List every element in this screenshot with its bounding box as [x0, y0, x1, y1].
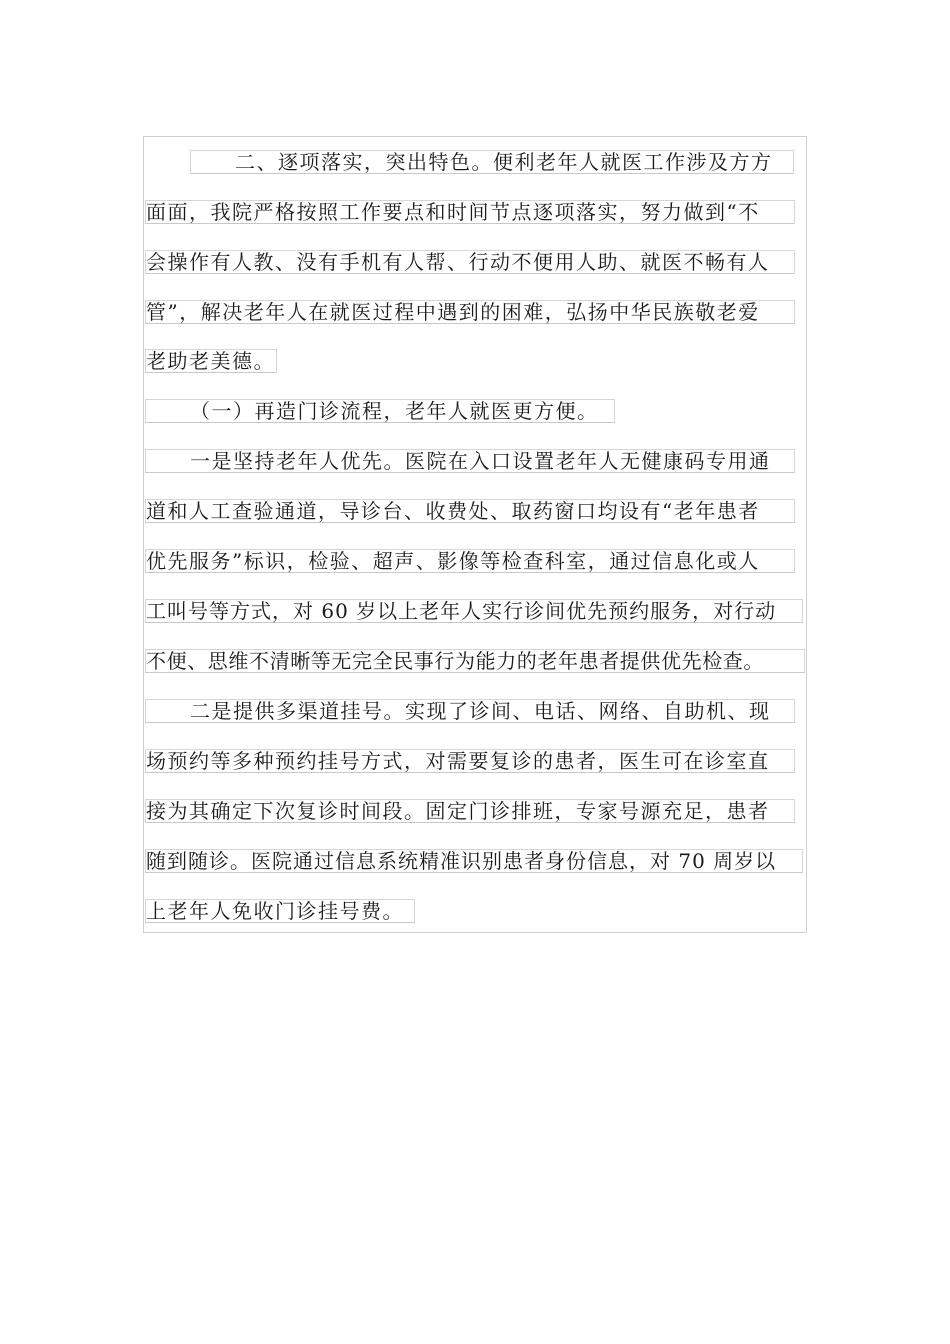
line-text: 工叫号等方式，对 60 岁以上老年人实行诊间优先预约服务，对行动: [146, 599, 777, 623]
line-text: 一是坚持老年人优先。医院在入口设置老年人无健康码专用通: [190, 449, 771, 473]
line-text: 不便、思维不清晰等无完全民事行为能力的老年患者提供优先检查。: [146, 649, 764, 673]
text-line-10: [145, 599, 803, 623]
line-text: 老助老美德。: [146, 349, 275, 373]
text-line-11: [145, 649, 805, 673]
line-text: 上老年人免收门诊挂号费。: [146, 899, 404, 923]
line-text: 优先服务”标识，检验、超声、影像等检查科室，通过信息化或人: [146, 549, 760, 573]
line-text: 场预约等多种预约挂号方式，对需要复诊的患者，医生可在诊室直: [146, 749, 770, 773]
text-line-1: [190, 150, 794, 174]
line-text: 二、逐项落实，突出特色。便利老年人就医工作涉及方方: [235, 150, 773, 174]
line-text: （一）再造门诊流程，老年人就医更方便。: [190, 399, 599, 423]
text-line-8: [145, 499, 795, 523]
text-line-5: [145, 349, 277, 373]
text-line-6: [145, 399, 615, 423]
text-line-14: [145, 799, 795, 823]
text-line-16: [145, 899, 415, 923]
line-text: 道和人工查验通道，导诊台、收费处、取药窗口均设有“老年患者: [146, 499, 760, 523]
line-text: 随到随诊。医院通过信息系统精准识别患者身份信息，对 70 周岁以: [146, 849, 777, 873]
text-line-7: [145, 449, 795, 473]
text-line-2: [145, 200, 795, 224]
line-text: 二是提供多渠道挂号。实现了诊间、电话、网络、自助机、现: [190, 699, 771, 723]
text-line-15: [145, 849, 803, 873]
line-text: 接为其确定下次复诊时间段。固定门诊排班，专家号源充足，患者: [146, 799, 770, 823]
text-line-12: [145, 699, 795, 723]
text-line-4: [145, 300, 795, 324]
line-text: 会操作有人教、没有手机有人帮、行动不便用人助、就医不畅有人: [146, 250, 770, 274]
line-text: 管”，解决老年人在就医过程中遇到的困难，弘扬中华民族敬老爱: [146, 300, 760, 324]
line-text: 面面，我院严格按照工作要点和时间节点逐项落实，努力做到“不: [146, 200, 760, 224]
text-line-3: [145, 250, 795, 274]
text-line-9: [145, 549, 795, 573]
text-line-13: [145, 749, 795, 773]
